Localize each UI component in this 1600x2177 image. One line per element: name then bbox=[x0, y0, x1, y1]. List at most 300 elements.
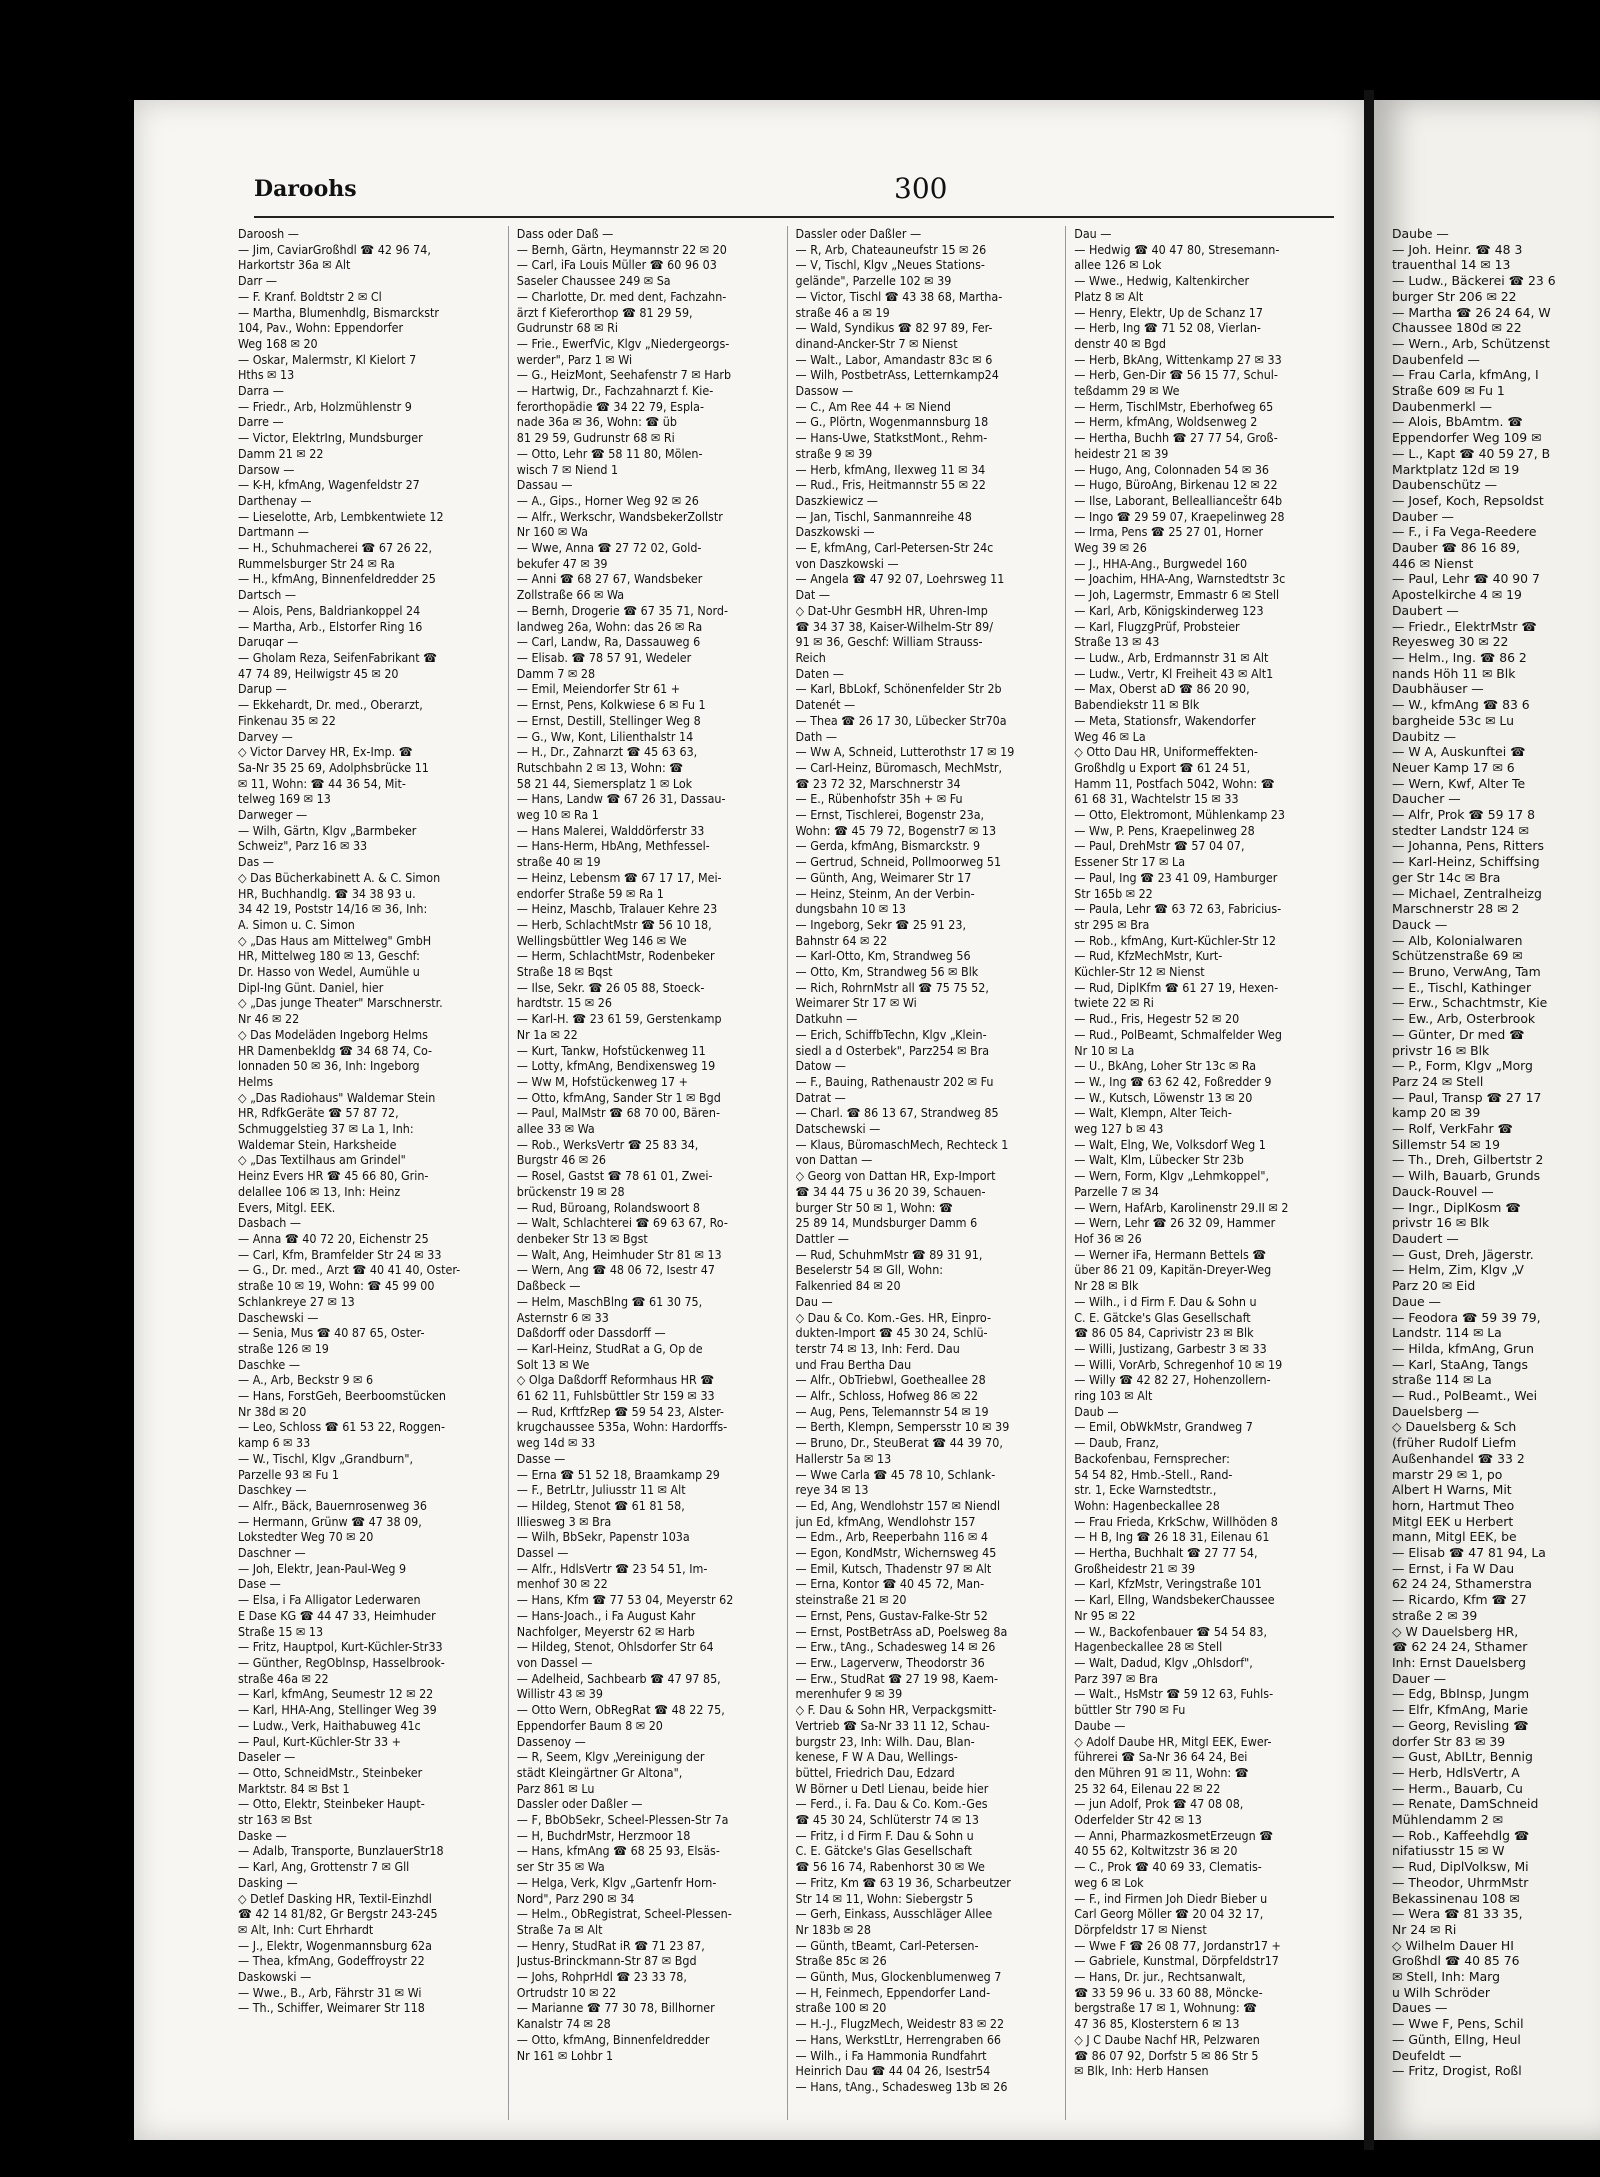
directory-line: Datow — bbox=[795, 1058, 846, 1074]
directory-line: Heinrich Dau ☎ 44 04 26, Isestr54 bbox=[795, 2063, 991, 2079]
directory-line: — Paul, DrehMstr ☎ 57 04 07, bbox=[1074, 838, 1245, 854]
directory-line: — F. Kranf. Boldtstr 2 ✉ Cl bbox=[238, 288, 382, 304]
directory-line: Weg 46 ✉ La bbox=[1074, 728, 1146, 744]
directory-line: — Meta, Stationsfr, Wakendorfer bbox=[1074, 712, 1256, 728]
directory-line: — H., kfmAng, Binnenfeldredder 25 bbox=[238, 571, 436, 587]
directory-line: — Frie., EwerfVic, Klgv „Niedergeorgs- bbox=[516, 335, 730, 351]
directory-line: — Elisab ☎ 47 81 94, La bbox=[1392, 1545, 1546, 1561]
directory-line: — Wilh, Bauarb, Grunds bbox=[1392, 1168, 1541, 1184]
directory-line: Nr 183b ✉ 28 bbox=[795, 1921, 871, 1937]
directory-line: dinand-Ancker-Str 7 ✉ Nienst bbox=[795, 335, 958, 351]
directory-line: weg 14d ✉ 33 bbox=[516, 1435, 596, 1451]
directory-line: Parz 861 ✉ Lu bbox=[516, 1780, 595, 1796]
directory-line: — Martha, Blumenhdlg, Bismarckstr bbox=[238, 304, 439, 320]
directory-line: ◇ „Das Haus am Mittelweg" GmbH bbox=[238, 932, 432, 948]
directory-line: Nr 38d ✉ 20 bbox=[238, 1403, 307, 1419]
directory-line: — Michael, Zentralheizg bbox=[1392, 885, 1542, 901]
directory-line: — Paul, Lehr ☎ 40 90 7 bbox=[1392, 571, 1540, 587]
directory-line: — Irma, Pens ☎ 25 27 01, Horner bbox=[1074, 524, 1264, 540]
directory-line: 61 68 31, Wachtelstr 15 ✉ 33 bbox=[1074, 791, 1239, 807]
directory-line: Daues — bbox=[1392, 2000, 1448, 2016]
directory-line: Schützenstraße 69 ✉ bbox=[1392, 948, 1523, 964]
directory-line: bargheide 53c ✉ Lu bbox=[1392, 712, 1514, 728]
directory-line: — Rud, DiplVolksw, Mi bbox=[1392, 1859, 1529, 1875]
directory-line: — F., BetrLtr, Juliusstr 11 ✉ Alt bbox=[516, 1482, 686, 1498]
directory-line: telweg 169 ✉ 13 bbox=[238, 791, 331, 807]
directory-line: — Willy ☎ 42 82 27, Hohenzollern- bbox=[1074, 1372, 1271, 1388]
directory-line: — Ricardo, Kfm ☎ 27 bbox=[1392, 1592, 1527, 1608]
directory-line: ◇ Dau & Co. Kom.-Ges. HR, Einpro- bbox=[795, 1309, 991, 1325]
directory-line: — F., i Fa Vega-Reedere bbox=[1392, 524, 1537, 540]
directory-line: — Alfr., Bäck, Bauernrosenweg 36 bbox=[238, 1497, 428, 1513]
directory-line: weg 127 b ✉ 43 bbox=[1074, 1121, 1164, 1137]
directory-line: — Carl, Kfm, Bramfelder Str 24 ✉ 33 bbox=[238, 1246, 442, 1262]
directory-line: Finkenau 35 ✉ 22 bbox=[238, 712, 336, 728]
directory-line: — Th., Schiffer, Weimarer Str 118 bbox=[238, 2000, 425, 2016]
directory-line: — Alois, BbAmtm. ☎ bbox=[1392, 414, 1523, 430]
directory-line: — W., kfmAng ☎ 83 6 bbox=[1392, 697, 1530, 713]
directory-line: — Daub, Franz, bbox=[1074, 1435, 1159, 1451]
directory-line: Reich bbox=[795, 649, 826, 665]
directory-line: Daroosh — bbox=[238, 226, 299, 241]
directory-line: Hagenbeckallee 28 ✉ Stell bbox=[1074, 1639, 1223, 1655]
directory-line: — Theodor, UhrmMstr bbox=[1392, 1874, 1529, 1890]
directory-line: — Walt, Klm, Lübecker Str 23b bbox=[1074, 1152, 1244, 1168]
directory-line: Rummelsburger Str 24 ✉ Ra bbox=[238, 555, 395, 571]
directory-line: Dartsch — bbox=[238, 587, 297, 603]
directory-line: — Wwe Carla ☎ 45 78 10, Schlank- bbox=[795, 1466, 996, 1482]
directory-line: Darr — bbox=[238, 273, 278, 289]
directory-line: — Hermann, Grünw ☎ 47 38 09, bbox=[238, 1513, 422, 1529]
directory-line: — Wwe., B., Arb, Fährstr 31 ✉ Wi bbox=[238, 1984, 422, 2000]
directory-line: Heinz Evers HR ☎ 45 66 80, Grin- bbox=[238, 1168, 429, 1184]
directory-line: — V, Tischl, Klgv „Neues Stations- bbox=[795, 257, 985, 273]
directory-line: ärzt f Kieferorthop ☎ 81 29 59, bbox=[516, 304, 693, 320]
directory-line: Daske — bbox=[238, 1827, 287, 1843]
directory-line: — Hugo, Ang, Colonnaden 54 ✉ 36 bbox=[1074, 461, 1270, 477]
directory-line: ◇ Olga Daßdorff Reformhaus HR ☎ bbox=[516, 1372, 715, 1388]
directory-line: Dattler — bbox=[795, 1231, 849, 1246]
directory-line: Falkenried 84 ✉ 20 bbox=[795, 1278, 901, 1294]
directory-line: — Willi, Justizang, Garbestr 3 ✉ 33 bbox=[1074, 1340, 1267, 1356]
directory-line: — Herb, Ing ☎ 71 52 08, Vierlan- bbox=[1074, 320, 1261, 336]
directory-line: Darre — bbox=[238, 414, 284, 430]
directory-line: — Rud, KrftfzRep ☎ 59 54 23, Alster- bbox=[516, 1403, 724, 1419]
directory-line: Str 14 ✉ 11, Wohn: Siebergstr 5 bbox=[795, 1890, 974, 1906]
directory-line: — Erw., Schachtmstr, Kie bbox=[1392, 995, 1548, 1011]
directory-line: — Ww, P. Pens, Kraepelinweg 28 bbox=[1074, 822, 1255, 838]
directory-line: denstr 40 ✉ Bgd bbox=[1074, 335, 1166, 351]
directory-line: — Hertha, Buchhalt ☎ 27 77 54, bbox=[1074, 1545, 1258, 1561]
directory-line: Dath — bbox=[795, 728, 838, 744]
directory-line: Backofenbau, Fernsprecher: bbox=[1074, 1450, 1230, 1466]
directory-line: Dörpfeldstr 17 ✉ Nienst bbox=[1074, 1921, 1207, 1937]
directory-line: Daub — bbox=[1074, 1403, 1119, 1419]
directory-line: — Thea, kfmAng, Godeffroystr 22 bbox=[238, 1953, 425, 1969]
directory-line: ◇ Das Bücherkabinett A. & C. Simon bbox=[238, 869, 441, 885]
directory-line: Dasking — bbox=[238, 1874, 298, 1890]
directory-line: — Anni, PharmazkosmetErzeugn ☎ bbox=[1074, 1827, 1274, 1843]
directory-line: — Bruno, VerwAng, Tam bbox=[1392, 964, 1541, 980]
directory-line: — H, Feinmech, Eppendorfer Land- bbox=[795, 1984, 991, 2000]
directory-line: — Carl, iFa Louis Müller ☎ 60 96 03 bbox=[516, 257, 717, 273]
column-2 bbox=[517, 226, 788, 2120]
directory-line: — Martha, Arb., Elstorfer Ring 16 bbox=[238, 618, 423, 634]
directory-line: Dauck-Rouvel — bbox=[1392, 1183, 1494, 1199]
directory-line: Dau — bbox=[1074, 226, 1112, 241]
directory-line: — Wwe., Hedwig, Kaltenkircher bbox=[1074, 273, 1250, 289]
directory-line: Essener Str 17 ✉ La bbox=[1074, 854, 1186, 870]
directory-line: Albert H Warns, Mit bbox=[1392, 1482, 1512, 1498]
directory-line: Nachfolger, Meyerstr 62 ✉ Harb bbox=[516, 1623, 695, 1639]
directory-line: — Friedr., Arb, Holzmühlenstr 9 bbox=[238, 398, 412, 414]
directory-line: — Ingo ☎ 29 59 07, Kraepelinweg 28 bbox=[1074, 508, 1285, 524]
directory-line: 47 36 85, Klosterstern 6 ✉ 13 bbox=[1074, 2016, 1240, 2032]
directory-line: allee 33 ✉ Wa bbox=[516, 1121, 595, 1137]
directory-line: — Paul, MalMstr ☎ 68 70 00, Bären- bbox=[516, 1105, 721, 1121]
directory-line: — A., Arb, Beckstr 9 ✉ 6 bbox=[238, 1372, 374, 1388]
directory-line: ☎ 56 16 74, Rabenhorst 30 ✉ We bbox=[795, 1859, 985, 1875]
directory-line: Daskowski — bbox=[238, 1969, 312, 1985]
directory-line: — Egon, KondMstr, Wichernsweg 45 bbox=[795, 1545, 997, 1561]
directory-line: — Willi, VorArb, Schregenhof 10 ✉ 19 bbox=[1074, 1356, 1283, 1372]
book-gutter bbox=[1364, 90, 1374, 2150]
directory-line: — Herb, HdlsVertr, A bbox=[1392, 1764, 1520, 1780]
directory-line: weg 6 ✉ Lok bbox=[1074, 1874, 1144, 1890]
directory-line: Nr 28 ✉ Blk bbox=[1074, 1278, 1139, 1294]
directory-line: — Fritz, i d Firm F. Dau & Sohn u bbox=[795, 1827, 974, 1843]
directory-line: ☎ 23 72 32, Marschnerstr 34 bbox=[795, 775, 961, 791]
directory-line: — Charl. ☎ 86 13 67, Strandweg 85 bbox=[795, 1105, 999, 1121]
directory-line: — Hans Malerei, Walddörferstr 33 bbox=[516, 822, 705, 838]
directory-line: denbeker Str 13 ✉ Bgst bbox=[516, 1231, 648, 1246]
directory-line: Str 165b ✉ 22 bbox=[1074, 885, 1153, 901]
directory-line: Nr 161 ✉ Lohbr 1 bbox=[516, 2047, 614, 2063]
directory-line: — H., Schuhmacherei ☎ 67 26 22, bbox=[238, 540, 433, 556]
directory-line: Weimarer Str 17 ✉ Wi bbox=[795, 995, 917, 1011]
directory-line: brückenstr 19 ✉ 28 bbox=[516, 1183, 625, 1199]
directory-line: — jun Adolf, Prok ☎ 47 08 08, bbox=[1074, 1796, 1244, 1812]
directory-line: ☎ 62 24 24, Sthamer bbox=[1392, 1639, 1528, 1655]
directory-line: den Mühren 91 ✉ 11, Wohn: ☎ bbox=[1074, 1764, 1249, 1780]
directory-line: 25 89 14, Mundsburger Damm 6 bbox=[795, 1215, 978, 1231]
directory-line: Daubenmerkl — bbox=[1392, 398, 1493, 414]
directory-line: Wellingsbüttler Weg 146 ✉ We bbox=[516, 932, 687, 948]
directory-line: — Wilh, Gärtn, Klgv „Barmbeker bbox=[238, 822, 417, 838]
directory-line: Hallerstr 5a ✉ 13 bbox=[795, 1450, 892, 1466]
directory-line: — G., Dr. med., Arzt ☎ 40 41 40, Oster- bbox=[238, 1262, 461, 1278]
directory-line: — W., Backofenbauer ☎ 54 54 83, bbox=[1074, 1623, 1267, 1639]
directory-line: — Max, Oberst aD ☎ 86 20 90, bbox=[1074, 681, 1250, 697]
directory-line: marstr 29 ✉ 1, po bbox=[1392, 1466, 1503, 1482]
directory-line: dukten-Import ☎ 45 30 24, Schlü- bbox=[795, 1325, 988, 1341]
directory-line: Kanalstr 74 ✉ 28 bbox=[516, 2016, 611, 2032]
directory-line: ◇ Dat-Uhr GesmbH HR, Uhren-Imp bbox=[795, 602, 988, 618]
directory-line: städt Kleingärtner Gr Altona", bbox=[516, 1764, 683, 1780]
directory-line: — Carl-Heinz, Büromasch, MechMstr, bbox=[795, 759, 1003, 775]
directory-line: Daue — bbox=[1392, 1293, 1441, 1309]
directory-line: von Dattan — bbox=[795, 1152, 873, 1168]
directory-line: — Hedwig ☎ 40 47 80, Stresemann- bbox=[1074, 241, 1280, 257]
directory-line: — Ernst, Destill, Stellinger Weg 8 bbox=[516, 712, 701, 728]
directory-line: — Erich, SchiffbTechn, Klgv „Klein- bbox=[795, 1026, 987, 1042]
directory-line: — Karl, BbLokf, Schönenfelder Str 2b bbox=[795, 681, 1002, 697]
directory-line: trauenthal 14 ✉ 13 bbox=[1392, 257, 1511, 273]
directory-line: HR, Buchhandlg. ☎ 34 38 93 u. bbox=[238, 885, 416, 901]
directory-line: — Anna ☎ 40 72 20, Eichenstr 25 bbox=[238, 1231, 429, 1246]
directory-line: — Marianne ☎ 77 30 78, Billhorner bbox=[516, 2000, 715, 2016]
directory-line: — Herm, kfmAng, Woldsenweg 2 bbox=[1074, 414, 1258, 430]
directory-line: allee 126 ✉ Lok bbox=[1074, 257, 1162, 273]
directory-line: — Ludw., Verk, Haithabuweg 41c bbox=[238, 1717, 421, 1733]
directory-line: — Berth, Klempn, Sempersstr 10 ✉ 39 bbox=[795, 1419, 1010, 1435]
directory-line: — Adalb, Transporte, BunzlauerStr18 bbox=[238, 1843, 444, 1859]
directory-line: — Gertrud, Schneid, Pollmoorweg 51 bbox=[795, 854, 1002, 870]
directory-line: — Erw., tAng., Schadesweg 14 ✉ 26 bbox=[795, 1639, 996, 1655]
directory-line: werder", Parz 1 ✉ Wi bbox=[516, 351, 633, 367]
directory-line: Daschke — bbox=[238, 1356, 300, 1372]
directory-line: — Wald, Syndikus ☎ 82 97 89, Fer- bbox=[795, 320, 993, 336]
directory-line: — Walt, Ang, Heimhuder Str 81 ✉ 13 bbox=[516, 1246, 722, 1262]
directory-line: str. 1, Ecke Warnstedtstr., bbox=[1074, 1482, 1217, 1498]
directory-line: — Ernst, Pens, Gustav-Falke-Str 52 bbox=[795, 1607, 988, 1623]
directory-line: straße 126 ✉ 19 bbox=[238, 1340, 329, 1356]
directory-line: — Wern, HafArb, Karolinenstr 29.II ✉ 2 bbox=[1074, 1199, 1289, 1215]
directory-line: ✉ Stell, Inh: Marg bbox=[1392, 1969, 1500, 1985]
directory-line: Daszkiewicz — bbox=[795, 492, 878, 508]
directory-line: — Angela ☎ 47 92 07, Loehrsweg 11 bbox=[795, 571, 1005, 587]
directory-line: Mühlendamm 2 ✉ bbox=[1392, 1812, 1504, 1828]
directory-line: Zollstraße 66 ✉ Wa bbox=[516, 587, 625, 603]
directory-line: Darweger — bbox=[238, 807, 308, 823]
directory-line: Dauck — bbox=[1392, 916, 1448, 932]
directory-line: mann, Mitgl EEK, be bbox=[1392, 1529, 1517, 1545]
directory-line: heidestr 21 ✉ 39 bbox=[1074, 445, 1169, 461]
directory-line: — Martha ☎ 26 24 64, W bbox=[1392, 304, 1551, 320]
directory-line: — Walt., Labor, Amandastr 83c ✉ 6 bbox=[795, 351, 993, 367]
directory-line: — Günth, Ellng, Heul bbox=[1392, 2031, 1521, 2047]
directory-line: nade 36a ✉ 36, Wohn: ☎ üb bbox=[516, 414, 677, 430]
directory-line: — Erw., Lagerverw, Theodorstr 36 bbox=[795, 1654, 985, 1670]
directory-line: nands Höh 11 ✉ Blk bbox=[1392, 665, 1516, 681]
directory-line: von Daszkowski — bbox=[795, 555, 899, 571]
directory-line: ☎ 42 14 81/82, Gr Bergstr 243-245 bbox=[238, 1906, 438, 1922]
directory-line: — Hans, Kfm ☎ 77 53 04, Meyerstr 62 bbox=[516, 1592, 734, 1608]
directory-line: — Alois, Pens, Baldriankoppel 24 bbox=[238, 602, 421, 618]
directory-line: — Rud., Fris, Hegestr 52 ✉ 20 bbox=[1074, 1011, 1240, 1027]
directory-line: Parz 20 ✉ Eid bbox=[1392, 1278, 1476, 1294]
directory-line: — Rolf, VerkFahr ☎ bbox=[1392, 1121, 1513, 1137]
directory-line: — K-H, kfmAng, Wagenfeldstr 27 bbox=[238, 477, 420, 493]
directory-line: — J., Elektr, Wogenmannsburg 62a bbox=[238, 1937, 432, 1953]
directory-line: — H.-J., FlugzMech, Weidestr 83 ✉ 22 bbox=[795, 2016, 1005, 2032]
directory-line: Sillemstr 54 ✉ 19 bbox=[1392, 1136, 1501, 1152]
directory-line: ☎ 45 30 24, Schlüterstr 74 ✉ 13 bbox=[795, 1812, 979, 1828]
directory-line: — Ernst, Pens, Kolkwiese 6 ✉ Fu 1 bbox=[516, 697, 706, 713]
directory-line: — Paul, Transp ☎ 27 17 bbox=[1392, 1089, 1542, 1105]
directory-line: — Helm., Ing. ☎ 86 2 bbox=[1392, 649, 1527, 665]
directory-line: — Ww A, Schneid, Lutterothstr 17 ✉ 19 bbox=[795, 744, 1015, 760]
directory-line: — Anni ☎ 68 27 67, Wandsbeker bbox=[516, 571, 703, 587]
directory-line: Babendiekstr 11 ✉ Blk bbox=[1074, 697, 1200, 713]
directory-line: — C., Prok ☎ 40 69 33, Clematis- bbox=[1074, 1859, 1262, 1875]
directory-line: — Ludw., Bäckerei ☎ 23 6 bbox=[1392, 273, 1556, 289]
directory-line: — U., BkAng, Loher Str 13c ✉ Ra bbox=[1074, 1058, 1257, 1074]
directory-line: — Ww M, Hofstückenweg 17 + bbox=[516, 1073, 688, 1089]
directory-line: — Karl, KfzMstr, Veringstraße 101 bbox=[1074, 1576, 1262, 1592]
directory-line: — Ernst, i Fa W Dau bbox=[1392, 1560, 1515, 1576]
directory-line: Daucher — bbox=[1392, 791, 1461, 807]
directory-line: — Otto Wern, ObRegRat ☎ 48 22 75, bbox=[516, 1702, 725, 1718]
directory-line: — Paula, Lehr ☎ 63 72 63, Fabricius- bbox=[1074, 901, 1282, 917]
directory-line: terstr 74 ✉ 13, Inh: Ferd. Dau bbox=[795, 1340, 960, 1356]
directory-line: — Walt, Klempn, Alter Teich- bbox=[1074, 1105, 1232, 1121]
directory-line: — R, Seem, Klgv „Vereinigung der bbox=[516, 1749, 705, 1765]
directory-line: — Hans, tAng., Schadesweg 13b ✉ 26 bbox=[795, 2078, 1008, 2094]
directory-line: — Karl, kfmAng, Seumestr 12 ✉ 22 bbox=[238, 1686, 434, 1702]
directory-line: delallee 106 ✉ 13, Inh: Heinz bbox=[238, 1183, 401, 1199]
directory-line: Nr 46 ✉ 22 bbox=[238, 1011, 300, 1027]
directory-line: — Ferd., i. Fa. Dau & Co. Kom.-Ges bbox=[795, 1796, 988, 1812]
directory-line: — Wern, Kwf, Alter Te bbox=[1392, 775, 1526, 791]
directory-line: 47 74 89, Heilwigstr 45 ✉ 20 bbox=[238, 665, 399, 681]
directory-line: HR, Mittelweg 180 ✉ 13, Geschf: bbox=[238, 948, 420, 964]
entry-columns bbox=[238, 226, 1344, 2120]
directory-line: Dau — bbox=[795, 1293, 833, 1309]
directory-line: ◇ Dauelsberg & Sch bbox=[1392, 1419, 1517, 1435]
directory-line: Daseler — bbox=[238, 1749, 296, 1765]
directory-line: — Frau Carla, kfmAng, I bbox=[1392, 367, 1539, 383]
directory-line: — Lieselotte, Arb, Lembkentwiete 12 bbox=[238, 508, 444, 524]
directory-line: — Wwe F, Pens, Schil bbox=[1392, 2016, 1524, 2032]
directory-line: — Joh. Heinr. ☎ 48 3 bbox=[1392, 241, 1523, 257]
directory-line: — Otto, Elektr, Steinbeker Haupt- bbox=[238, 1796, 425, 1812]
directory-line: Dase — bbox=[238, 1576, 281, 1592]
directory-line: — Herm., Bauarb, Cu bbox=[1392, 1780, 1523, 1796]
directory-line: Daten — bbox=[795, 665, 844, 681]
directory-line: Vertrieb ☎ Sa-Nr 33 11 12, Schau- bbox=[795, 1717, 990, 1733]
directory-line: — Oskar, Malermstr, Kl Kielort 7 bbox=[238, 351, 417, 367]
directory-line: burger Str 50 ✉ 1, Wohn: ☎ bbox=[795, 1199, 953, 1215]
directory-line: — Emil, Kutsch, Thadenstr 97 ✉ Alt bbox=[795, 1560, 992, 1576]
directory-line: A. Simon u. C. Simon bbox=[238, 916, 355, 932]
directory-line: Parzelle 7 ✉ 34 bbox=[1074, 1183, 1159, 1199]
directory-line: Dassow — bbox=[795, 383, 854, 399]
directory-line: straße 9 ✉ 39 bbox=[795, 445, 873, 461]
directory-line: — Wilh., i d Firm F. Dau & Sohn u bbox=[1074, 1293, 1257, 1309]
directory-line: 25 32 64, Eilenau 22 ✉ 22 bbox=[1074, 1780, 1221, 1796]
directory-line: ◇ Wilhelm Dauer HI bbox=[1392, 1937, 1514, 1953]
directory-line: — Hildeg, Stenot, Ohlsdorfer Str 64 bbox=[516, 1639, 714, 1655]
directory-line: — W A, Auskunftei ☎ bbox=[1392, 744, 1526, 760]
directory-line: — Erna, Kontor ☎ 40 45 72, Man- bbox=[795, 1576, 985, 1592]
directory-line: Daßbeck — bbox=[516, 1278, 581, 1294]
directory-line: — Johanna, Pens, Ritters bbox=[1392, 838, 1544, 854]
directory-line: — Günth, Mus, Glockenblumenweg 7 bbox=[795, 1969, 1002, 1985]
directory-line: Marschnerstr 28 ✉ 2 bbox=[1392, 901, 1520, 917]
directory-line: HR Damenbekldg ☎ 34 68 74, Co- bbox=[238, 1042, 433, 1058]
directory-line: — Wera ☎ 81 33 35, bbox=[1392, 1906, 1523, 1922]
directory-line: Reyesweg 30 ✉ 22 bbox=[1392, 634, 1509, 650]
directory-line: Wohn: Hagenbeckallee 28 bbox=[1074, 1497, 1220, 1513]
directory-line: — Th., Dreh, Gilbertstr 2 bbox=[1392, 1152, 1544, 1168]
directory-line: Deufeldt — bbox=[1392, 2047, 1462, 2063]
directory-line: — Rud, SchuhmMstr ☎ 89 31 91, bbox=[795, 1246, 983, 1262]
directory-line: Daubenschütz — bbox=[1392, 477, 1497, 493]
directory-line: — Rud., PolBeamt., Wei bbox=[1392, 1388, 1538, 1404]
directory-line: Daubert — bbox=[1392, 602, 1459, 618]
directory-line: Evers, Mitgl. EEK. bbox=[238, 1199, 336, 1215]
directory-line: Burgstr 46 ✉ 26 bbox=[516, 1152, 606, 1168]
directory-line: — Wwe F ☎ 26 08 77, Jordanstr17 + bbox=[1074, 1937, 1281, 1953]
directory-line: — Victor, ElektrIng, Mundsburger bbox=[238, 430, 423, 446]
directory-line: ◇ „Das Textilhaus am Grindel" bbox=[238, 1152, 406, 1168]
directory-line: Darthenay — bbox=[238, 492, 312, 508]
directory-line: Dasbach — bbox=[238, 1215, 302, 1231]
directory-line: Daschkey — bbox=[238, 1482, 307, 1498]
directory-line: über 86 21 09, Kapitän-Dreyer-Weg bbox=[1074, 1262, 1272, 1278]
directory-line: — Fritz, Hauptpol, Kurt-Küchler-Str33 bbox=[238, 1639, 443, 1655]
directory-line: dorfer Str 83 ✉ 39 bbox=[1392, 1733, 1506, 1749]
directory-line: Solt 13 ✉ We bbox=[516, 1356, 590, 1372]
directory-line: — Bruno, Dr., SteuBerat ☎ 44 39 70, bbox=[795, 1435, 1003, 1451]
directory-line: — Wilh., i Fa Hammonia Rundfahrt bbox=[795, 2047, 987, 2063]
directory-line: Daubitz — bbox=[1392, 728, 1456, 744]
directory-line: — Herm, SchlachtMstr, Rodenbeker bbox=[516, 948, 715, 964]
directory-line: 40 55 62, Koltwitzstr 36 ✉ 20 bbox=[1074, 1843, 1238, 1859]
directory-line: — Otto, kfmAng, Sander Str 1 ✉ Bgd bbox=[516, 1089, 721, 1105]
directory-line: — Karl-H. ☎ 23 61 59, Gerstenkamp bbox=[516, 1011, 722, 1027]
directory-line: — Rud, KfzMechMstr, Kurt- bbox=[1074, 948, 1223, 964]
directory-line: Eppendorfer Weg 109 ✉ bbox=[1392, 430, 1542, 446]
directory-line: Nr 1a ✉ 22 bbox=[516, 1026, 578, 1042]
directory-line: bergstraße 17 ✉ 1, Wohnung: ☎ bbox=[1074, 2000, 1258, 2016]
directory-line: Dauer — bbox=[1392, 1670, 1447, 1686]
directory-line: Dassenoy — bbox=[516, 1733, 586, 1749]
column-4 bbox=[1074, 226, 1344, 2120]
directory-line: Hamm 11, Postfach 5042, Wohn: ☎ bbox=[1074, 775, 1275, 791]
directory-line: Großhdl ☎ 40 85 76 bbox=[1392, 1953, 1520, 1969]
directory-line: — Bernh, Drogerie ☎ 67 35 71, Nord- bbox=[516, 602, 728, 618]
directory-line: — Emil, Meiendorfer Str 61 + bbox=[516, 681, 681, 697]
directory-line: ◇ W Dauelsberg HR, bbox=[1392, 1623, 1519, 1639]
directory-line: Das — bbox=[238, 854, 274, 870]
directory-line: Gudrunstr 68 ✉ Ri bbox=[516, 320, 618, 336]
directory-line: Großheidestr 21 ✉ 39 bbox=[1074, 1560, 1196, 1576]
directory-line: — Hugo, BüroAng, Birkenau 12 ✉ 22 bbox=[1074, 477, 1278, 493]
directory-line: — Feodora ☎ 59 39 79, bbox=[1392, 1309, 1541, 1325]
directory-line: — Thea ☎ 26 17 30, Lübecker Str70a bbox=[795, 712, 1007, 728]
directory-line: und Frau Bertha Dau bbox=[795, 1356, 912, 1372]
directory-line: ☎ 34 44 75 u 36 20 39, Schauen- bbox=[795, 1183, 986, 1199]
directory-line: — Paul, Ing ☎ 23 41 09, Hamburger bbox=[1074, 869, 1278, 885]
directory-line: — Hans, kfmAng ☎ 68 25 93, Elsäs- bbox=[516, 1843, 720, 1859]
directory-line: — Ludw., Vertr, Kl Freiheit 43 ✉ Alt1 bbox=[1074, 665, 1274, 681]
directory-line: Waldemar Stein, Harksheide bbox=[238, 1136, 397, 1152]
directory-line: — Gerda, kfmAng, Bismarckstr. 9 bbox=[795, 838, 981, 854]
directory-line: Parzelle 93 ✉ Fu 1 bbox=[238, 1466, 339, 1482]
directory-line: straße 46 a ✉ 19 bbox=[795, 304, 890, 320]
directory-line: Dassau — bbox=[516, 477, 573, 493]
directory-line: Illiesweg 3 ✉ Bra bbox=[516, 1513, 612, 1529]
directory-line: — Günter, Dr med ☎ bbox=[1392, 1026, 1525, 1042]
directory-line: — Helm, MaschBlng ☎ 61 30 75, bbox=[516, 1293, 703, 1309]
directory-line: — Adelheid, Sachbearb ☎ 47 97 85, bbox=[516, 1670, 721, 1686]
directory-line: — Hilda, kfmAng, Grun bbox=[1392, 1340, 1534, 1356]
directory-line: — Aug, Pens, Telemannstr 54 ✉ 19 bbox=[795, 1403, 989, 1419]
directory-line: twiete 22 ✉ Ri bbox=[1074, 995, 1154, 1011]
directory-line: — E., Tischl, Kathinger bbox=[1392, 979, 1532, 995]
